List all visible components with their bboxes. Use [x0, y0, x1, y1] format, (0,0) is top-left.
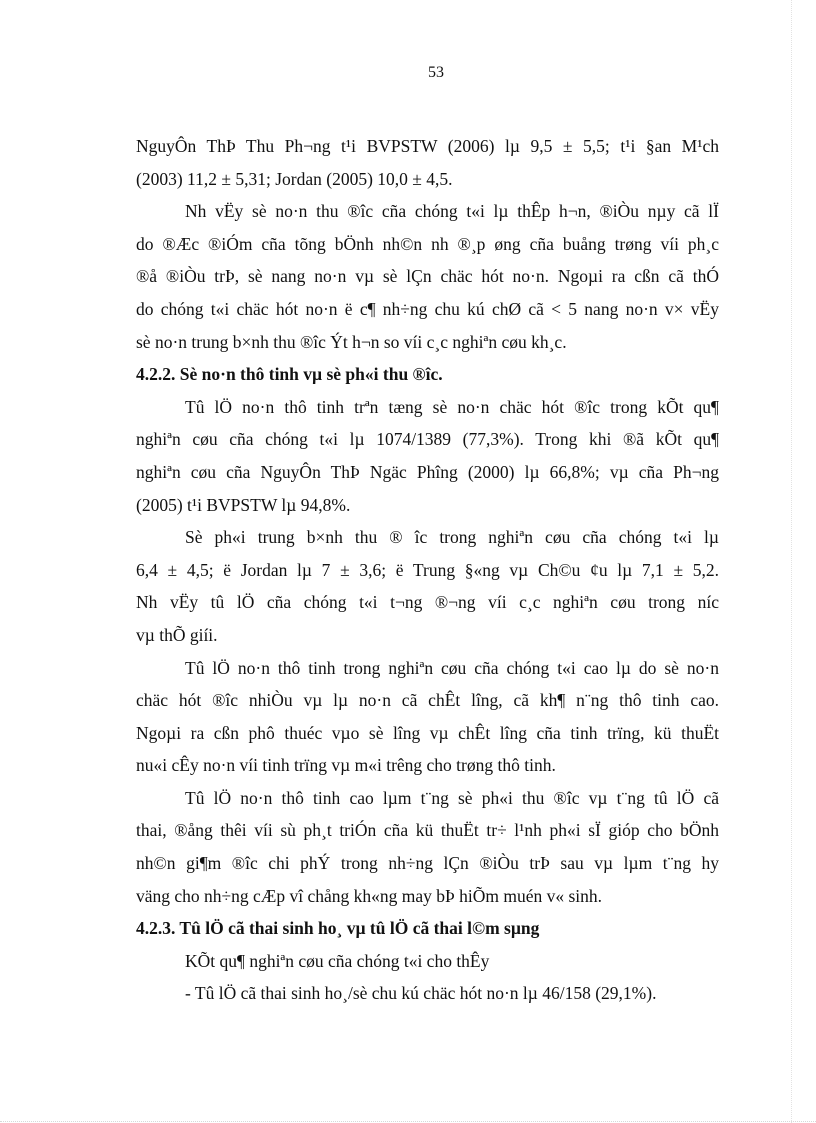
- text-line: do ®Æc ®iÓm cña tõng bÖnh nh©n nh ®¸p øng cña buång trøng víi ph¸c: [136, 233, 719, 254]
- page-edge-right: [791, 0, 792, 1123]
- text-line: chäc hót ®îc nhiÒu vµ lµ no·n cã chÊt lîng, cã kh¶ n¨ng thô tinh cao.: [136, 690, 719, 711]
- text-line: nghiªn cøu cña NguyÔn ThÞ Ngäc Phîng (2000) lµ 66,8%; vµ cña Ph¬ng: [136, 461, 719, 482]
- section-heading: 4.2.2. Sè no·n thô tinh vµ sè ph«i thu ®îc.: [136, 364, 443, 385]
- text-line: vµ thÕ giíi.: [136, 624, 218, 645]
- text-line: 6,4 ± 4,5; ë Jordan lµ 7 ± 3,6; ë Trung §«ng vµ Ch©u ¢u lµ 7,1 ± 5,2.: [136, 559, 719, 580]
- text-line: Tû lÖ no·n thô tinh trong nghiªn cøu cña chóng t«i cao lµ do sè no·n: [185, 657, 719, 678]
- page-number: 53: [428, 64, 444, 81]
- text-line: NguyÔn ThÞ Thu Ph¬ng t¹i BVPSTW (2006) lµ 9,5 ± 5,5; t¹i §an M¹ch: [136, 136, 719, 156]
- text-line: (2005) t¹i BVPSTW lµ 94,8%.: [136, 494, 351, 515]
- text-line: Nh vËy tû lÖ cña chóng t«i t¬ng ®¬ng víi c¸c nghiªn cøu trong níc: [136, 592, 719, 613]
- text-line: nh©n gi¶m ®îc chi phÝ trong nh÷ng lÇn ®iÒu trÞ sau vµ lµm t¨ng hy: [136, 853, 719, 874]
- text-line: Sè ph«i trung b×nh thu ® îc trong nghiªn cøu cña chóng t«i lµ: [185, 527, 719, 548]
- text-line: nghiªn cøu cña chóng t«i lµ 1074/1389 (77,3%). Trong khi ®ã kÕt qu¶: [136, 429, 719, 450]
- text-line: KÕt qu¶ nghiªn cøu cña chóng t«i cho thÊy: [185, 950, 490, 971]
- text-line: thai, ®ång thêi víi sù ph¸t triÓn cña kü thuËt tr÷ l¹nh ph«i sÏ gióp cho bÖnh: [136, 820, 719, 841]
- page-edge-bottom: [0, 1121, 816, 1122]
- document-body: [136, 130, 719, 1010]
- section-heading: 4.2.3. Tû lÖ cã thai sinh ho¸ vµ tû lÖ cã thai l©m sµng: [136, 918, 540, 939]
- text-line: do chóng t«i chäc hót no·n ë c¶ nh÷ng chu kú chØ cã < 5 nang no·n v× vËy: [136, 298, 719, 319]
- text-line: väng cho nh÷ng cÆp vî chång kh«ng may bÞ hiÕm muén v« sinh.: [136, 885, 603, 906]
- text-line: - Tû lÖ cã thai sinh ho¸/sè chu kú chäc hót no·n lµ 46/158 (29,1%).: [185, 983, 657, 1004]
- text-line: sè no·n trung b×nh thu ®îc Ýt h¬n so víi c¸c nghiªn cøu kh¸c.: [136, 331, 567, 352]
- text-line: Ngoµi ra cßn phô thuéc vµo sè lîng vµ chÊt lîng cña tinh trïng, kü thuËt: [136, 722, 719, 743]
- text-line: Tû lÖ no·n thô tinh cao lµm t¨ng sè ph«i thu ®îc vµ t¨ng tû lÖ cã: [185, 787, 719, 808]
- text-line: ®å ®iÒu trÞ, sè nang no·n vµ sè lÇn chäc hót no·n. Ngoµi ra cßn cã thÓ: [136, 266, 719, 287]
- text-line: nu«i cÊy no·n víi tinh trïng vµ m«i trêng cho trøng thô tinh.: [136, 755, 556, 776]
- text-line: Nh vËy sè no·n thu ®îc cña chóng t«i lµ thÊp h¬n, ®iÒu nµy cã lÏ: [185, 201, 719, 222]
- text-line: Tû lÖ no·n thô tinh trªn tæng sè no·n chäc hót ®îc trong kÕt qu¶: [185, 396, 719, 417]
- text-line: (2003) 11,2 ± 5,31; Jordan (2005) 10,0 ± 4,5.: [136, 168, 453, 189]
